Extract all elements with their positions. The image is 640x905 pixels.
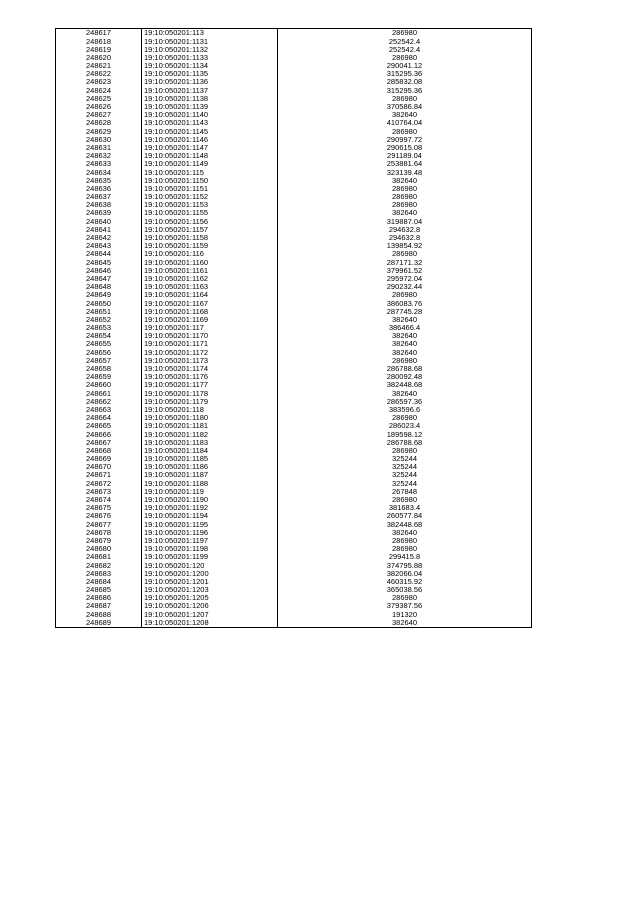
row-number-cell: 248683 [56,569,142,577]
row-number-cell: 248638 [56,201,142,209]
row-number-cell: 248626 [56,103,142,111]
cadastral-number-cell: 19:10:050201:1171 [142,340,278,348]
cadastral-number-cell: 19:10:050201:1172 [142,348,278,356]
row-number-cell: 248649 [56,291,142,299]
table-row [56,586,532,594]
table-row [56,389,532,397]
value-cell: 460315.92 [278,578,532,586]
table-row [56,504,532,512]
table-row [56,283,532,291]
table-row [56,438,532,446]
value-cell: 319887.04 [278,217,532,225]
row-number-cell: 248650 [56,299,142,307]
row-number-cell: 248684 [56,578,142,586]
cadastral-number-cell: 19:10:050201:1164 [142,291,278,299]
table-row [56,111,532,119]
cadastral-number-cell: 19:10:050201:1182 [142,430,278,438]
table-row [56,258,532,266]
value-cell: 382640 [278,209,532,217]
row-number-cell: 248628 [56,119,142,127]
value-cell: 294632.8 [278,234,532,242]
value-cell: 252542.4 [278,45,532,53]
value-cell: 286980 [278,291,532,299]
row-number-cell: 248675 [56,504,142,512]
table-row [56,226,532,234]
table-row [56,520,532,528]
cadastral-number-cell: 19:10:050201:1161 [142,266,278,274]
cadastral-number-cell: 19:10:050201:1179 [142,397,278,405]
row-number-cell: 248664 [56,414,142,422]
row-number-cell: 248660 [56,381,142,389]
row-number-cell: 248644 [56,250,142,258]
table-row [56,602,532,610]
value-cell: 382448.68 [278,381,532,389]
row-number-cell: 248685 [56,586,142,594]
value-cell: 286788.68 [278,365,532,373]
row-number-cell: 248620 [56,54,142,62]
cadastral-number-cell: 19:10:050201:1167 [142,299,278,307]
table-row [56,365,532,373]
value-cell: 370586.84 [278,103,532,111]
table-row [56,553,532,561]
value-cell: 381683.4 [278,504,532,512]
cadastral-number-cell: 19:10:050201:1190 [142,496,278,504]
cadastral-number-cell: 19:10:050201:1200 [142,569,278,577]
value-cell: 379961.52 [278,266,532,274]
value-cell: 260577.84 [278,512,532,520]
row-number-cell: 248618 [56,37,142,45]
value-cell: 286980 [278,29,532,38]
table-row [56,357,532,365]
cadastral-number-cell: 19:10:050201:1198 [142,545,278,553]
table-row [56,471,532,479]
table-row [56,324,532,332]
table-row [56,496,532,504]
cadastral-number-cell: 19:10:050201:1133 [142,54,278,62]
table-row [56,201,532,209]
cadastral-number-cell: 19:10:050201:1192 [142,504,278,512]
row-number-cell: 248630 [56,135,142,143]
cadastral-number-cell: 19:10:050201:117 [142,324,278,332]
row-number-cell: 248679 [56,537,142,545]
row-number-cell: 248634 [56,168,142,176]
cadastral-number-cell: 19:10:050201:118 [142,406,278,414]
cadastral-number-cell: 19:10:050201:116 [142,250,278,258]
value-cell: 382066.04 [278,569,532,577]
value-cell: 189598.12 [278,430,532,438]
row-number-cell: 248635 [56,176,142,184]
cadastral-value-table [55,28,532,628]
value-cell: 386466.4 [278,324,532,332]
value-cell: 325244 [278,471,532,479]
value-cell: 287171.32 [278,258,532,266]
table-row [56,512,532,520]
cadastral-number-cell: 19:10:050201:1131 [142,37,278,45]
table-row [56,78,532,86]
value-cell: 382640 [278,340,532,348]
row-number-cell: 248682 [56,561,142,569]
cadastral-number-cell: 19:10:050201:1138 [142,95,278,103]
value-cell: 286980 [278,193,532,201]
cadastral-number-cell: 19:10:050201:1203 [142,586,278,594]
value-cell: 286980 [278,95,532,103]
value-cell: 191320 [278,610,532,618]
row-number-cell: 248631 [56,144,142,152]
value-cell: 382640 [278,619,532,628]
cadastral-number-cell: 19:10:050201:1187 [142,471,278,479]
cadastral-number-cell: 19:10:050201:1205 [142,594,278,602]
table-row [56,127,532,135]
cadastral-number-cell: 19:10:050201:1146 [142,135,278,143]
row-number-cell: 248627 [56,111,142,119]
row-number-cell: 248640 [56,217,142,225]
row-number-cell: 248646 [56,266,142,274]
cadastral-number-cell: 19:10:050201:1143 [142,119,278,127]
value-cell: 294632.8 [278,226,532,234]
table-row [56,291,532,299]
table-row [56,135,532,143]
value-cell: 287745.28 [278,307,532,315]
cadastral-number-cell: 19:10:050201:1194 [142,512,278,520]
value-cell: 286980 [278,414,532,422]
row-number-cell: 248641 [56,226,142,234]
row-number-cell: 248632 [56,152,142,160]
cadastral-number-cell: 19:10:050201:1176 [142,373,278,381]
cadastral-number-cell: 19:10:050201:1188 [142,479,278,487]
table-row [56,414,532,422]
value-cell: 382640 [278,332,532,340]
cadastral-number-cell: 19:10:050201:1207 [142,610,278,618]
row-number-cell: 248671 [56,471,142,479]
table-row [56,193,532,201]
row-number-cell: 248688 [56,610,142,618]
row-number-cell: 248652 [56,316,142,324]
value-cell: 286980 [278,127,532,135]
table-row [56,242,532,250]
value-cell: 286980 [278,357,532,365]
value-cell: 383596.6 [278,406,532,414]
table-row [56,348,532,356]
cadastral-number-cell: 19:10:050201:1177 [142,381,278,389]
table-row [56,381,532,389]
cadastral-number-cell: 19:10:050201:1134 [142,62,278,70]
table-row [56,185,532,193]
cadastral-number-cell: 19:10:050201:1162 [142,275,278,283]
table-row [56,95,532,103]
cadastral-number-cell: 19:10:050201:120 [142,561,278,569]
table-row [56,488,532,496]
row-number-cell: 248639 [56,209,142,217]
table-row [56,569,532,577]
cadastral-number-cell: 19:10:050201:1186 [142,463,278,471]
cadastral-number-cell: 19:10:050201:1183 [142,438,278,446]
row-number-cell: 248622 [56,70,142,78]
table-row [56,561,532,569]
cadastral-number-cell: 19:10:050201:1147 [142,144,278,152]
table-row [56,152,532,160]
table-row [56,545,532,553]
table-row [56,70,532,78]
value-cell: 315295.36 [278,70,532,78]
table-row [56,340,532,348]
value-cell: 382448.68 [278,520,532,528]
table-row [56,619,532,628]
row-number-cell: 248629 [56,127,142,135]
value-cell: 286980 [278,54,532,62]
value-cell: 382640 [278,111,532,119]
row-number-cell: 248670 [56,463,142,471]
value-cell: 382640 [278,316,532,324]
cadastral-number-cell: 19:10:050201:1184 [142,447,278,455]
value-cell: 325244 [278,479,532,487]
table-row [56,307,532,315]
row-number-cell: 248647 [56,275,142,283]
table-row [56,578,532,586]
table-row [56,373,532,381]
value-cell: 315295.36 [278,86,532,94]
value-cell: 295972.04 [278,275,532,283]
table-body [56,29,532,628]
table-row [56,397,532,405]
value-cell: 382640 [278,176,532,184]
table-row [56,176,532,184]
table-row [56,266,532,274]
row-number-cell: 248642 [56,234,142,242]
value-cell: 382640 [278,528,532,536]
table-row [56,62,532,70]
row-number-cell: 248654 [56,332,142,340]
value-cell: 290041.12 [278,62,532,70]
cadastral-number-cell: 19:10:050201:1140 [142,111,278,119]
table-row [56,119,532,127]
value-cell: 286980 [278,496,532,504]
value-cell: 290615.08 [278,144,532,152]
value-cell: 286980 [278,594,532,602]
value-cell: 323139.48 [278,168,532,176]
table-row [56,299,532,307]
cadastral-number-cell: 19:10:050201:1199 [142,553,278,561]
cadastral-number-cell: 19:10:050201:1206 [142,602,278,610]
value-cell: 286597.36 [278,397,532,405]
table-row [56,54,532,62]
table-row [56,610,532,618]
value-cell: 286980 [278,201,532,209]
table-row [56,447,532,455]
value-cell: 374795.88 [278,561,532,569]
table-row [56,29,532,38]
row-number-cell: 248667 [56,438,142,446]
table-row [56,316,532,324]
cadastral-number-cell: 19:10:050201:113 [142,29,278,38]
table-row [56,45,532,53]
value-cell: 290232.44 [278,283,532,291]
row-number-cell: 248623 [56,78,142,86]
row-number-cell: 248659 [56,373,142,381]
row-number-cell: 248673 [56,488,142,496]
cadastral-number-cell: 19:10:050201:1181 [142,422,278,430]
value-cell: 286980 [278,537,532,545]
table-row [56,406,532,414]
row-number-cell: 248665 [56,422,142,430]
value-cell: 382640 [278,389,532,397]
cadastral-number-cell: 19:10:050201:1196 [142,528,278,536]
cadastral-number-cell: 19:10:050201:115 [142,168,278,176]
value-cell: 286023.4 [278,422,532,430]
cadastral-number-cell: 19:10:050201:1159 [142,242,278,250]
cadastral-number-cell: 19:10:050201:1137 [142,86,278,94]
cadastral-number-cell: 19:10:050201:1135 [142,70,278,78]
cadastral-number-cell: 19:10:050201:1174 [142,365,278,373]
table-row [56,209,532,217]
value-cell: 286980 [278,250,532,258]
cadastral-number-cell: 19:10:050201:1150 [142,176,278,184]
cadastral-number-cell: 19:10:050201:1180 [142,414,278,422]
table-row [56,234,532,242]
row-number-cell: 248633 [56,160,142,168]
value-cell: 299415.8 [278,553,532,561]
row-number-cell: 248669 [56,455,142,463]
cadastral-number-cell: 19:10:050201:1170 [142,332,278,340]
row-number-cell: 248651 [56,307,142,315]
table-row [56,217,532,225]
value-cell: 291189.04 [278,152,532,160]
table-row [56,594,532,602]
row-number-cell: 248658 [56,365,142,373]
cadastral-number-cell: 19:10:050201:1178 [142,389,278,397]
table-row [56,37,532,45]
cadastral-number-cell: 19:10:050201:1132 [142,45,278,53]
row-number-cell: 248662 [56,397,142,405]
value-cell: 253881.64 [278,160,532,168]
row-number-cell: 248625 [56,95,142,103]
table-row [56,103,532,111]
cadastral-number-cell: 19:10:050201:1145 [142,127,278,135]
row-number-cell: 248621 [56,62,142,70]
row-number-cell: 248653 [56,324,142,332]
value-cell: 286980 [278,447,532,455]
value-cell: 139854.92 [278,242,532,250]
row-number-cell: 248674 [56,496,142,504]
value-cell: 286980 [278,185,532,193]
cadastral-number-cell: 19:10:050201:1158 [142,234,278,242]
table-row [56,86,532,94]
value-cell: 286980 [278,545,532,553]
row-number-cell: 248619 [56,45,142,53]
cadastral-number-cell: 19:10:050201:119 [142,488,278,496]
table-row [56,144,532,152]
cadastral-number-cell: 19:10:050201:1163 [142,283,278,291]
value-cell: 267848 [278,488,532,496]
cadastral-number-cell: 19:10:050201:1168 [142,307,278,315]
table-row [56,250,532,258]
cadastral-number-cell: 19:10:050201:1152 [142,193,278,201]
row-number-cell: 248678 [56,528,142,536]
cadastral-number-cell: 19:10:050201:1169 [142,316,278,324]
row-number-cell: 248677 [56,520,142,528]
cadastral-number-cell: 19:10:050201:1157 [142,226,278,234]
table-row [56,537,532,545]
value-cell: 410764.04 [278,119,532,127]
table-row [56,463,532,471]
row-number-cell: 248624 [56,86,142,94]
table-row [56,528,532,536]
cadastral-number-cell: 19:10:050201:1201 [142,578,278,586]
table-row [56,479,532,487]
table-row [56,430,532,438]
row-number-cell: 248681 [56,553,142,561]
cadastral-number-cell: 19:10:050201:1139 [142,103,278,111]
cadastral-number-cell: 19:10:050201:1160 [142,258,278,266]
row-number-cell: 248655 [56,340,142,348]
row-number-cell: 248661 [56,389,142,397]
value-cell: 365038.56 [278,586,532,594]
value-cell: 325244 [278,463,532,471]
row-number-cell: 248686 [56,594,142,602]
cadastral-number-cell: 19:10:050201:1195 [142,520,278,528]
row-number-cell: 248657 [56,357,142,365]
row-number-cell: 248637 [56,193,142,201]
row-number-cell: 248668 [56,447,142,455]
row-number-cell: 248676 [56,512,142,520]
value-cell: 386083.76 [278,299,532,307]
row-number-cell: 248656 [56,348,142,356]
cadastral-number-cell: 19:10:050201:1151 [142,185,278,193]
row-number-cell: 248672 [56,479,142,487]
row-number-cell: 248645 [56,258,142,266]
row-number-cell: 248663 [56,406,142,414]
row-number-cell: 248648 [56,283,142,291]
value-cell: 290997.72 [278,135,532,143]
row-number-cell: 248689 [56,619,142,628]
row-number-cell: 248636 [56,185,142,193]
cadastral-number-cell: 19:10:050201:1197 [142,537,278,545]
cadastral-number-cell: 19:10:050201:1148 [142,152,278,160]
value-cell: 382640 [278,348,532,356]
table-row [56,422,532,430]
value-cell: 286788.68 [278,438,532,446]
value-cell: 379387.56 [278,602,532,610]
table-row [56,275,532,283]
row-number-cell: 248617 [56,29,142,38]
row-number-cell: 248680 [56,545,142,553]
cadastral-number-cell: 19:10:050201:1153 [142,201,278,209]
value-cell: 285832.08 [278,78,532,86]
cadastral-number-cell: 19:10:050201:1149 [142,160,278,168]
value-cell: 280092.48 [278,373,532,381]
row-number-cell: 248643 [56,242,142,250]
cadastral-number-cell: 19:10:050201:1136 [142,78,278,86]
cadastral-number-cell: 19:10:050201:1156 [142,217,278,225]
cadastral-number-cell: 19:10:050201:1185 [142,455,278,463]
table-row [56,455,532,463]
value-cell: 252542.4 [278,37,532,45]
cadastral-number-cell: 19:10:050201:1155 [142,209,278,217]
row-number-cell: 248666 [56,430,142,438]
cadastral-number-cell: 19:10:050201:1173 [142,357,278,365]
row-number-cell: 248687 [56,602,142,610]
value-cell: 325244 [278,455,532,463]
table-row [56,332,532,340]
table-row [56,160,532,168]
table-row [56,168,532,176]
cadastral-number-cell: 19:10:050201:1208 [142,619,278,628]
